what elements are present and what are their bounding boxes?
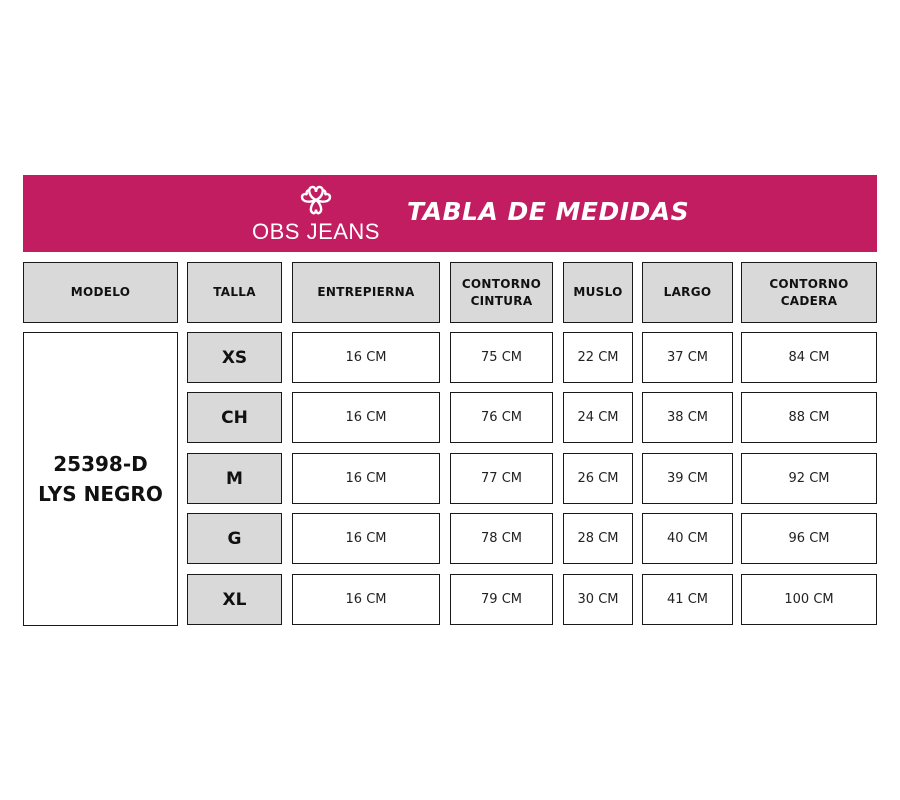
header-banner: [23, 175, 877, 252]
header-contorno-cadera: [741, 262, 877, 323]
measurement-text: 28 CM: [577, 531, 619, 546]
largo-value: [642, 513, 733, 564]
header-label: CONTORNO CINTURA: [461, 276, 542, 308]
size-cell: [187, 453, 282, 504]
size-label: XS: [221, 347, 248, 368]
measurement-text: 24 CM: [577, 410, 619, 425]
measurement-text: 39 CM: [667, 471, 708, 486]
measurement-text: 96 CM: [788, 531, 830, 546]
measurement-text: 37 CM: [667, 350, 708, 365]
measurement-text: 16 CM: [345, 410, 387, 425]
measurement-text: 30 CM: [577, 592, 619, 607]
size-label: M: [226, 468, 243, 489]
entrepierna-value: [292, 574, 440, 625]
contorno-cadera-value: [741, 453, 877, 504]
measurement-text: 16 CM: [345, 592, 387, 607]
measurement-text: 38 CM: [667, 410, 708, 425]
header-label: ENTREPIERNA: [317, 285, 415, 299]
muslo-value: [563, 574, 633, 625]
contorno-cintura-value: [450, 574, 553, 625]
contorno-cadera-value: [741, 513, 877, 564]
measurement-text: 92 CM: [788, 471, 830, 486]
contorno-cintura-value: [450, 332, 553, 383]
header-label: CONTORNO CADERA: [769, 276, 849, 308]
largo-value: [642, 392, 733, 443]
header-entrepierna: [292, 262, 440, 323]
page-title: TABLA DE MEDIDAS: [407, 197, 690, 226]
contorno-cintura-value: [450, 392, 553, 443]
measurement-text: 79 CM: [481, 592, 522, 607]
header-label: MODELO: [70, 285, 131, 299]
largo-value: [642, 332, 733, 383]
entrepierna-value: [292, 332, 440, 383]
model-cell: [23, 332, 178, 626]
size-label: XL: [222, 589, 247, 610]
model-name: LYS NEGRO: [38, 482, 163, 506]
brand-logo: [241, 185, 391, 245]
clover-icon: [299, 185, 333, 217]
largo-value: [642, 574, 733, 625]
measurement-text: 16 CM: [345, 531, 387, 546]
measurement-text: 22 CM: [577, 350, 619, 365]
header-modelo: [23, 262, 178, 323]
largo-value: [642, 453, 733, 504]
measurement-text: 100 CM: [784, 592, 834, 607]
muslo-value: [563, 332, 633, 383]
size-cell: [187, 332, 282, 383]
size-cell: [187, 574, 282, 625]
size-label: CH: [221, 407, 248, 428]
measurement-text: 16 CM: [345, 350, 387, 365]
size-cell: [187, 392, 282, 443]
muslo-value: [563, 453, 633, 504]
entrepierna-value: [292, 453, 440, 504]
model-code: 25398-D: [53, 452, 148, 476]
brand-name: OBS JEANS: [252, 219, 380, 244]
measurement-text: 76 CM: [481, 410, 522, 425]
measurement-text: 84 CM: [788, 350, 830, 365]
muslo-value: [563, 392, 633, 443]
header-contorno-cintura: [450, 262, 553, 323]
measurement-text: 40 CM: [667, 531, 708, 546]
measurement-text: 26 CM: [577, 471, 619, 486]
header-label: TALLA: [213, 285, 256, 299]
size-label: G: [227, 528, 242, 549]
entrepierna-value: [292, 513, 440, 564]
measurement-text: 78 CM: [481, 531, 522, 546]
size-cell: [187, 513, 282, 564]
contorno-cadera-value: [741, 574, 877, 625]
muslo-value: [563, 513, 633, 564]
contorno-cintura-value: [450, 513, 553, 564]
measurement-text: 75 CM: [481, 350, 522, 365]
contorno-cintura-value: [450, 453, 553, 504]
header-label: LARGO: [663, 285, 712, 299]
contorno-cadera-value: [741, 392, 877, 443]
contorno-cadera-value: [741, 332, 877, 383]
measurement-text: 88 CM: [788, 410, 830, 425]
entrepierna-value: [292, 392, 440, 443]
header-largo: [642, 262, 733, 323]
measurement-text: 16 CM: [345, 471, 387, 486]
measurement-text: 41 CM: [667, 592, 708, 607]
header-muslo: [563, 262, 633, 323]
header-talla: [187, 262, 282, 323]
measurement-text: 77 CM: [481, 471, 522, 486]
header-label: MUSLO: [573, 285, 623, 299]
